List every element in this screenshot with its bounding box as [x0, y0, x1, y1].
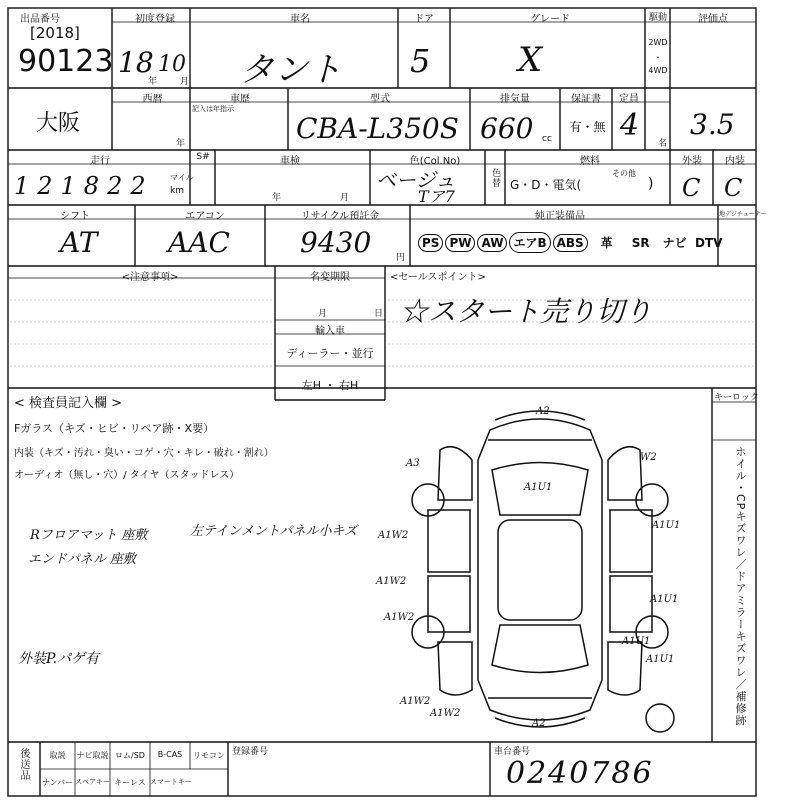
year-tag: [2018]	[30, 24, 80, 42]
s-label: S#	[196, 152, 210, 162]
item-smart-key: スマートキー	[150, 778, 192, 786]
mark-right-quarter: A1U1	[622, 636, 651, 647]
equip-leather: 革	[600, 236, 613, 250]
item-rom-sd: ロム/SD	[115, 751, 145, 760]
equip-ps: PS	[418, 234, 443, 252]
interior-grade: C	[724, 174, 743, 202]
displacement-label: 排気量	[500, 94, 530, 105]
exterior-grade: C	[682, 174, 701, 202]
shaken-month-unit: 月	[340, 193, 350, 203]
exterior-label: 外装	[682, 156, 702, 167]
note-end-panel: エンドパネル 座敷	[28, 552, 136, 567]
era-label: 西暦	[142, 94, 163, 105]
mark-rear-left: A1W2	[400, 696, 431, 707]
inspector-title: < 検査員記入欄 >	[14, 396, 123, 411]
chassis-label: 車台番号	[494, 747, 531, 757]
mark-right-front-door: A1U1	[652, 520, 681, 531]
item-plate: ナンバー	[41, 778, 74, 787]
first-reg-month-unit: 月	[180, 77, 190, 87]
color: ベージュ	[376, 168, 456, 192]
item-navi-manual: ナビ取説	[76, 751, 109, 760]
mark-front-left: A3	[406, 458, 420, 469]
mileage: 121822	[14, 172, 154, 200]
shaken-label: 車検	[280, 156, 300, 167]
mile-unit: マイル	[170, 173, 194, 182]
equip-navi: ナビ	[662, 236, 687, 250]
interior-line: 内装（キズ・汚れ・臭い・コゲ・穴・キレ・破れ・割れ）	[14, 448, 274, 459]
door-count: 5	[410, 42, 431, 80]
first-reg-label: 初度登録	[135, 14, 175, 25]
mark-left-rear-door: A1W2	[376, 576, 407, 587]
km-unit: km	[170, 186, 184, 196]
item-spare-key: スペアキー	[75, 778, 110, 786]
warranty-label: 保証書	[571, 94, 601, 105]
inspection-note: 記入は年指示	[192, 105, 234, 113]
recycle-label: リサイクル預託金	[300, 211, 380, 222]
equip-aw: AW	[477, 234, 507, 252]
first-reg-year-unit: 年	[148, 77, 158, 87]
fuel-close: )	[648, 176, 654, 192]
name-change-label: 名変期限	[310, 272, 350, 283]
aircon-label: エアコン	[185, 211, 225, 222]
equip-dtv: DTV	[694, 235, 723, 250]
mark-hood: A1U1	[524, 482, 553, 493]
name-change-day: 日	[374, 309, 384, 319]
capacity: 4	[620, 108, 640, 143]
fuel-other: その他	[612, 169, 636, 178]
grade-value: X	[518, 40, 543, 80]
mileage-label: 走行	[90, 156, 110, 167]
equipment-list	[418, 232, 726, 253]
shift-label: シフト	[60, 211, 90, 222]
mark-rear-left-2: A1W2	[430, 708, 461, 719]
color-change-label: 色替	[490, 168, 500, 188]
note-floor-mat: Rフロアマット 座敷	[30, 528, 148, 543]
recycle-fee: 9430	[300, 226, 372, 259]
inspection-label: 車歴	[230, 94, 250, 105]
equip-sunroof: SR	[631, 235, 650, 250]
audio-tire-line: オーディオ（無し・穴）/ タイヤ（スタッドレス）	[14, 470, 240, 481]
item-remote: リモコン	[193, 751, 225, 760]
cc-unit: cc	[542, 134, 552, 144]
mark-right-rear-door: A1U1	[650, 594, 679, 605]
side-damage-legend: ホイル・CPキズワレ／ドアミラーキズワレ／補修跡	[734, 446, 747, 727]
equip-label: 純正装備品	[535, 211, 585, 222]
car-name: タント	[240, 50, 342, 90]
shaken-year-unit: 年	[272, 193, 282, 203]
drive-label: 駆動	[648, 13, 667, 23]
key-lock-label: キーロック	[714, 393, 759, 403]
item-manual: 取説	[49, 751, 66, 760]
sales-point: ☆スタート売り切り	[400, 295, 653, 328]
interior-label: 内装	[725, 156, 745, 167]
capacity-label: 定員	[619, 94, 639, 105]
handle-side: 左H ・ 右H	[301, 379, 359, 392]
warranty-value: 有・無	[569, 120, 606, 134]
color-label: 色(Col.No)	[409, 156, 461, 167]
era-year-unit: 年	[176, 139, 186, 149]
sales-point-label: <セールスポイント>	[390, 272, 486, 283]
color-sub: Tア7	[418, 187, 455, 206]
transfer-label: 後送品	[18, 748, 29, 781]
item-bcas: B-CAS	[157, 750, 183, 759]
mark-right-front-fender: W2	[640, 452, 657, 463]
aircon: AAC	[168, 226, 230, 259]
door-label: ドア	[414, 14, 434, 25]
car-diagram	[380, 400, 710, 740]
tv-tuner-label: 地デジチューナー	[719, 211, 767, 218]
fuel-value: G・D・電気(	[510, 178, 582, 192]
capacity-unit: 名	[658, 139, 668, 149]
yen-unit: 円	[396, 253, 406, 263]
score-value: 3.5	[690, 108, 735, 141]
region: 大阪	[36, 111, 81, 136]
mark-rear-bumper: A2	[532, 718, 546, 729]
import-label: 輸入車	[315, 326, 345, 337]
f-glass-line: Fガラス（キズ・ヒビ・リペア跡・X要）	[14, 422, 215, 435]
car-name-label: 車名	[290, 14, 310, 25]
drive-dot: ・	[654, 53, 662, 62]
drive-4wd: 4WD	[648, 66, 668, 75]
model-label: 型式	[370, 94, 390, 105]
lot-label: 出品番号	[20, 14, 60, 25]
caution-label: <注意事項>	[121, 272, 179, 283]
equip-abs: ABS	[553, 234, 588, 252]
mark-front-bumper: A2	[536, 406, 550, 417]
displacement: 660	[480, 112, 534, 145]
mark-left-front-door: A1W2	[378, 530, 409, 541]
lot-number: 90123	[18, 44, 114, 79]
name-change-month: 月	[318, 309, 328, 319]
drive-2wd: 2WD	[648, 38, 668, 47]
fuel-label: 燃料	[580, 156, 600, 167]
first-reg-month: 10	[158, 52, 186, 77]
score-label: 評価点	[698, 14, 728, 25]
item-keyless: キーレス	[114, 778, 146, 787]
mark-right-rear-fender: A1U1	[646, 654, 675, 665]
note-left-panel: 左テインメントパネル小キズ	[190, 524, 358, 539]
first-reg-year: 18	[118, 46, 154, 79]
dealer-parallel: ディーラー・並行	[286, 347, 374, 360]
shift: AT	[60, 226, 98, 259]
mark-left-rear-fender: A1W2	[384, 612, 415, 623]
note-exterior-paint: 外装P.パゲ有	[18, 651, 100, 667]
chassis-number: 0240786	[506, 756, 654, 791]
equip-pw: PW	[445, 234, 475, 252]
model-code: CBA-L350S	[296, 112, 459, 145]
grade-label: グレード	[530, 14, 570, 25]
equip-airbag: エアB	[509, 232, 550, 253]
reg-no-label: 登録番号	[232, 747, 269, 757]
